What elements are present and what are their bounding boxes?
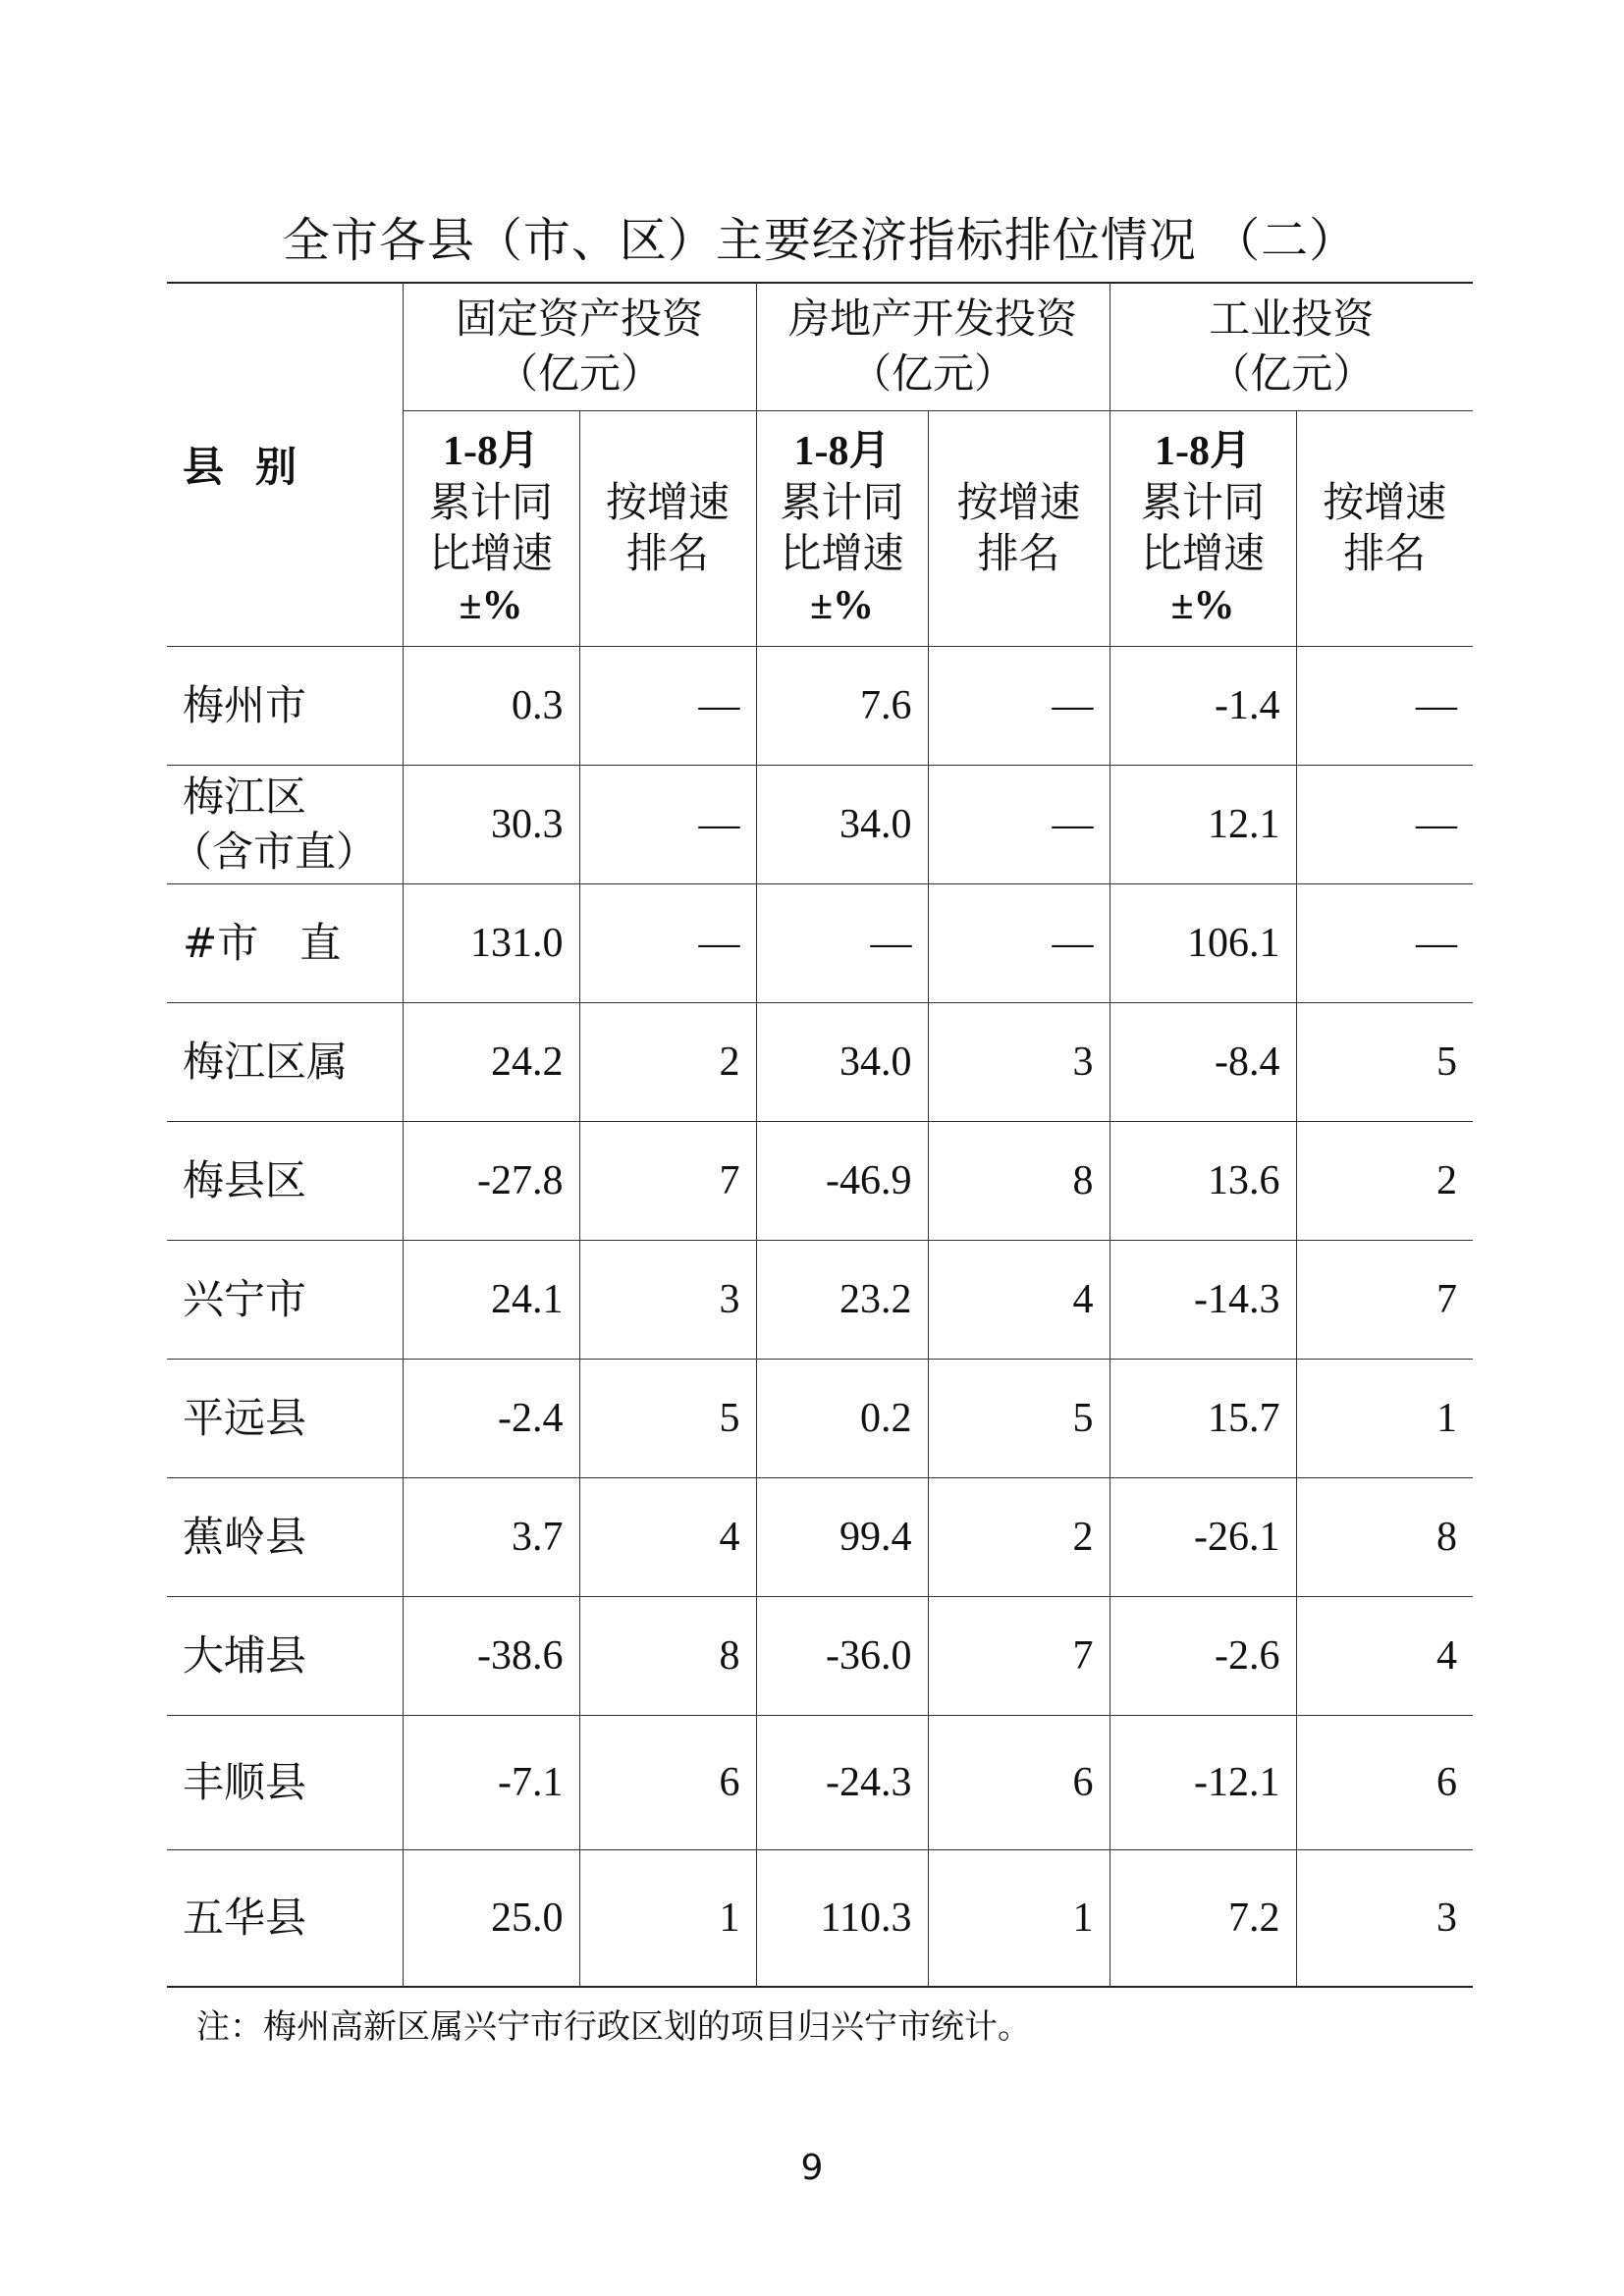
growth-cell: 0.2 xyxy=(756,1359,928,1477)
growth-cell: 7.6 xyxy=(756,646,928,765)
growth-cell: -2.4 xyxy=(403,1359,579,1477)
real-estate-investment-header: 房地产开发投资 （亿元） xyxy=(756,283,1110,410)
rank-cell: 5 xyxy=(1296,1002,1473,1121)
rank-cell: — xyxy=(1296,765,1473,883)
row-label: 丰顺县 xyxy=(167,1715,403,1849)
rank-cell: 2 xyxy=(1296,1121,1473,1240)
growth-cell: -36.0 xyxy=(756,1596,928,1715)
table-row xyxy=(167,1715,1473,1849)
growth-cell: -12.1 xyxy=(1110,1715,1296,1849)
growth-cell: 25.0 xyxy=(403,1849,579,1987)
rank-cell: 3 xyxy=(1296,1849,1473,1987)
growth-cell: 12.1 xyxy=(1110,765,1296,883)
growth-cell: 24.1 xyxy=(403,1240,579,1359)
table-row xyxy=(167,646,1473,765)
growth-cell: -26.1 xyxy=(1110,1477,1296,1596)
growth-cell: 0.3 xyxy=(403,646,579,765)
rank-cell: 3 xyxy=(928,1002,1110,1121)
rank-cell: 5 xyxy=(928,1359,1110,1477)
rank-cell: — xyxy=(579,765,756,883)
growth-cell: -2.6 xyxy=(1110,1596,1296,1715)
growth-cell: 34.0 xyxy=(756,1002,928,1121)
row-label: 梅江区 （含市直） xyxy=(167,765,403,883)
table-row xyxy=(167,883,1473,1002)
row-label: 五华县 xyxy=(167,1849,403,1987)
table-row xyxy=(167,765,1473,883)
rank-header: 按增速 排名 xyxy=(1296,410,1473,646)
growth-rate-header: 1-8月 累计同 比增速 ±% xyxy=(1110,410,1296,646)
rank-cell: 2 xyxy=(579,1002,756,1121)
rank-cell: — xyxy=(579,883,756,1002)
industrial-investment-header: 工业投资 （亿元） xyxy=(1110,283,1473,410)
rank-cell: 2 xyxy=(928,1477,1110,1596)
rank-cell: 6 xyxy=(579,1715,756,1849)
footnote: 注：梅州高新区属兴宁市行政区划的项目归兴宁市统计。 xyxy=(196,2007,1031,2047)
rank-cell: 8 xyxy=(928,1121,1110,1240)
growth-cell: -8.4 xyxy=(1110,1002,1296,1121)
growth-cell: 131.0 xyxy=(403,883,579,1002)
growth-cell: -27.8 xyxy=(403,1121,579,1240)
rank-cell: 6 xyxy=(1296,1715,1473,1849)
fixed-asset-investment-header: 固定资产投资 （亿元） xyxy=(403,283,756,410)
rank-cell: — xyxy=(579,646,756,765)
table-row xyxy=(167,1477,1473,1596)
rank-cell: 6 xyxy=(928,1715,1110,1849)
growth-cell: 106.1 xyxy=(1110,883,1296,1002)
growth-cell: 30.3 xyxy=(403,765,579,883)
row-label: 兴宁市 xyxy=(167,1240,403,1359)
table-row xyxy=(167,1002,1473,1121)
rank-cell: 4 xyxy=(928,1240,1110,1359)
rank-cell: 1 xyxy=(928,1849,1110,1987)
growth-rate-header: 1-8月 累计同 比增速 ±% xyxy=(756,410,928,646)
growth-cell: -14.3 xyxy=(1110,1240,1296,1359)
row-label: 梅州市 xyxy=(167,646,403,765)
rank-cell: — xyxy=(928,883,1110,1002)
rank-cell: 8 xyxy=(1296,1477,1473,1596)
growth-cell: -7.1 xyxy=(403,1715,579,1849)
rank-cell: 4 xyxy=(579,1477,756,1596)
row-label: 平远县 xyxy=(167,1359,403,1477)
growth-cell: -24.3 xyxy=(756,1715,928,1849)
rank-header: 按增速 排名 xyxy=(579,410,756,646)
table-row xyxy=(167,1849,1473,1987)
growth-cell: 3.7 xyxy=(403,1477,579,1596)
growth-rate-header: 1-8月 累计同 比增速 ±% xyxy=(403,410,579,646)
county-column-header: 县别 xyxy=(167,283,403,646)
rank-cell: 1 xyxy=(1296,1359,1473,1477)
row-label: 大埔县 xyxy=(167,1596,403,1715)
growth-cell: 24.2 xyxy=(403,1002,579,1121)
page-title: 全市各县（市、区）主要经济指标排位情况 （二） xyxy=(282,213,1358,268)
growth-cell: 110.3 xyxy=(756,1849,928,1987)
rank-cell: — xyxy=(1296,646,1473,765)
table-row xyxy=(167,1240,1473,1359)
growth-cell: -46.9 xyxy=(756,1121,928,1240)
growth-cell: 15.7 xyxy=(1110,1359,1296,1477)
row-label: 梅县区 xyxy=(167,1121,403,1240)
rank-cell: 3 xyxy=(579,1240,756,1359)
economic-indicators-table xyxy=(167,282,1473,1988)
rank-cell: — xyxy=(928,765,1110,883)
rank-cell: — xyxy=(928,646,1110,765)
table-row xyxy=(167,1121,1473,1240)
row-label: #市 直 xyxy=(167,883,403,1002)
growth-cell: 99.4 xyxy=(756,1477,928,1596)
growth-cell: 13.6 xyxy=(1110,1121,1296,1240)
growth-cell: 34.0 xyxy=(756,765,928,883)
row-label: 梅江区属 xyxy=(167,1002,403,1121)
growth-cell: 23.2 xyxy=(756,1240,928,1359)
row-label: 蕉岭县 xyxy=(167,1477,403,1596)
rank-cell: — xyxy=(1296,883,1473,1002)
rank-cell: 8 xyxy=(579,1596,756,1715)
page-number: 9 xyxy=(800,2148,824,2188)
rank-cell: 7 xyxy=(579,1121,756,1240)
growth-cell: -38.6 xyxy=(403,1596,579,1715)
growth-cell: 7.2 xyxy=(1110,1849,1296,1987)
table-row xyxy=(167,1596,1473,1715)
table-row xyxy=(167,1359,1473,1477)
growth-cell: — xyxy=(756,883,928,1002)
rank-cell: 5 xyxy=(579,1359,756,1477)
rank-cell: 7 xyxy=(928,1596,1110,1715)
rank-cell: 4 xyxy=(1296,1596,1473,1715)
growth-cell: -1.4 xyxy=(1110,646,1296,765)
rank-cell: 1 xyxy=(579,1849,756,1987)
rank-cell: 7 xyxy=(1296,1240,1473,1359)
rank-header: 按增速 排名 xyxy=(928,410,1110,646)
